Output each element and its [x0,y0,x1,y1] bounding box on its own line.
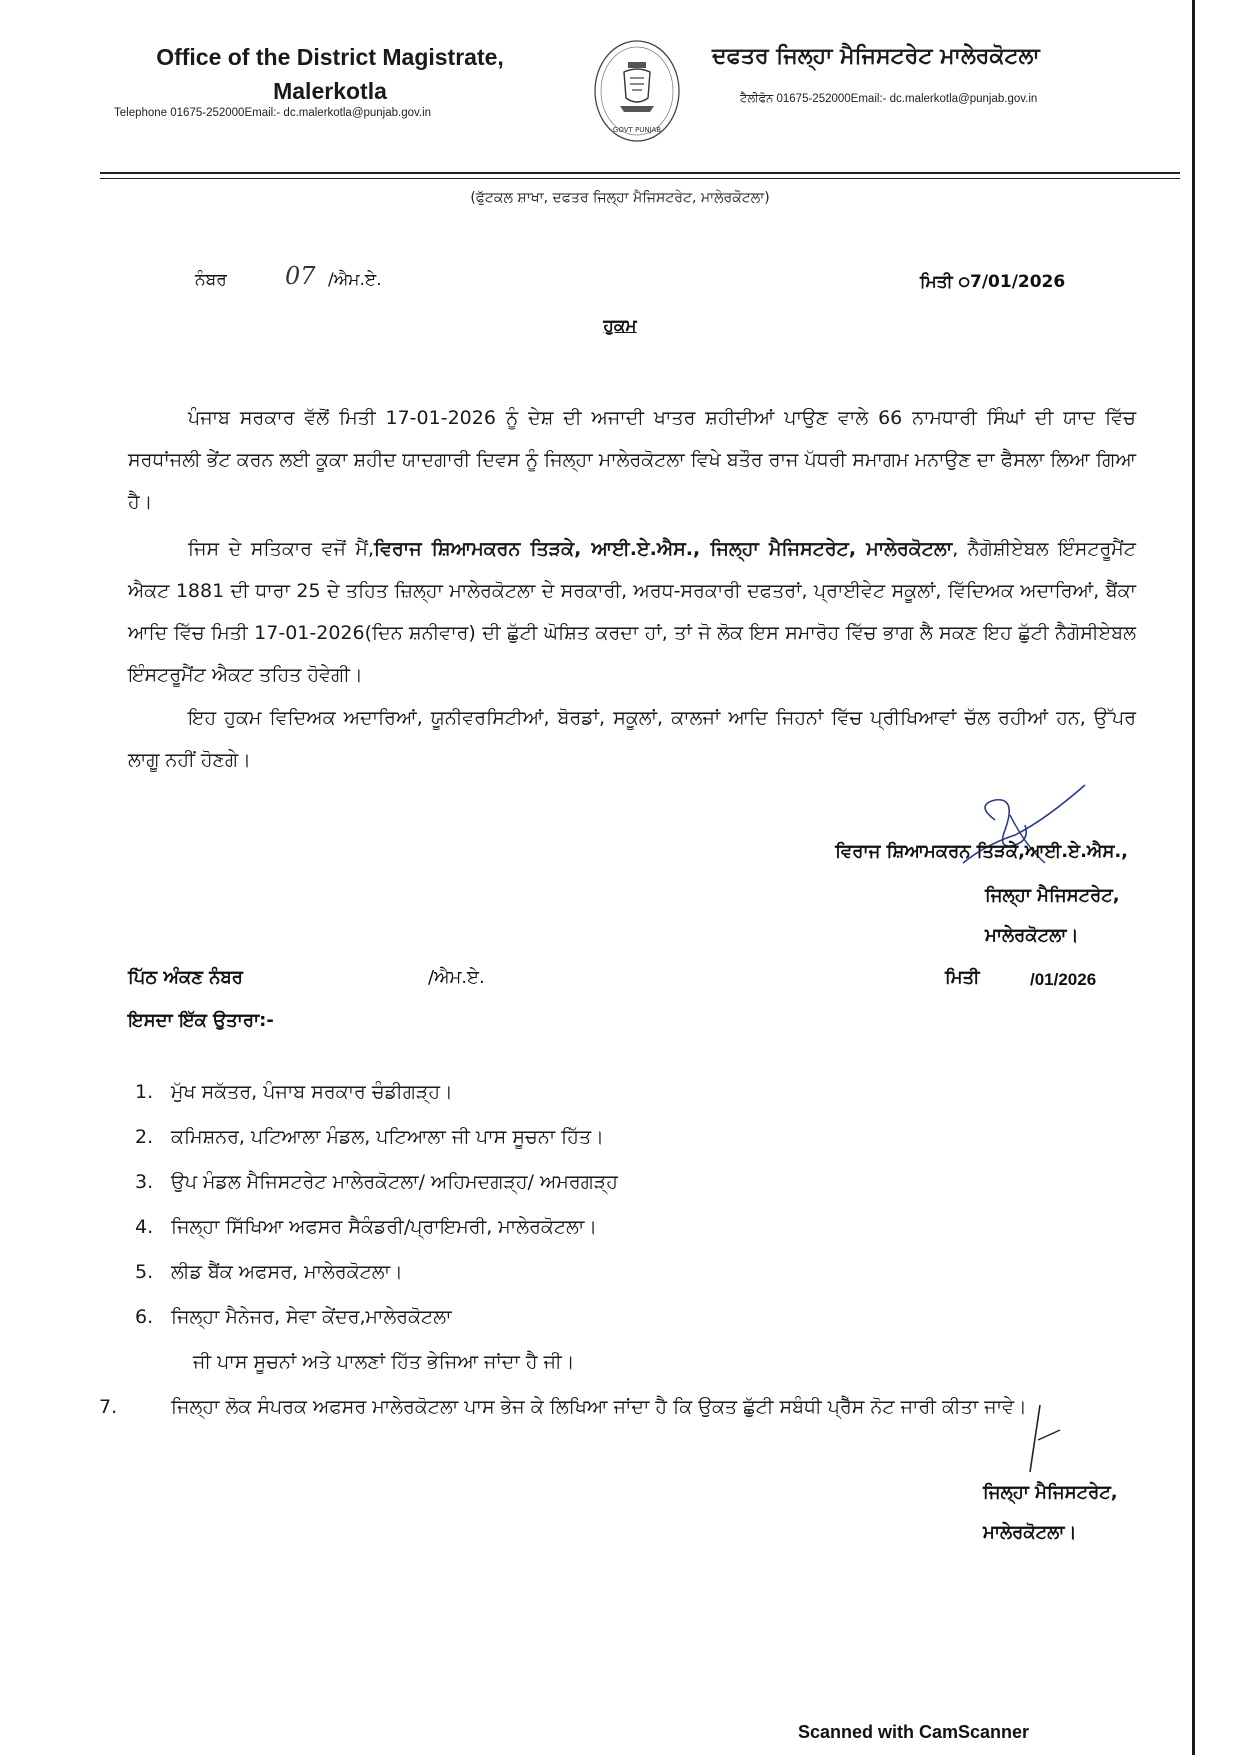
endorsement-suffix: /ਐਮ.ਏ. [428,967,485,988]
signatory-designation: ਜਿਲ੍ਹਾ ਮੈਜਿਸਟਰੇਟ, [985,885,1120,906]
scanner-watermark: Scanned with CamScanner [798,1722,1030,1742]
copy-list [99,1070,1145,1429]
scan-edge [1192,0,1195,1755]
copy-to-label: ਇਸਦਾ ਇੱਕ ਉਤਾਰਾ:- [128,1010,274,1031]
list-item: 7. ਜਿਲ੍ਹਾ ਲੋਕ ਸੰਪਰਕ ਅਫਸਰ ਮਾਲੇਰਕੋਟਲਾ ਪਾਸ ਭੇਜ ਕੇ ਲਿਖਿਆ ਜਾਂਦਾ ਹੈ ਕਿ ਉਕਤ ਛੁੱਟੀ ਸਬੰਧੀ ਪ੍ਰੈੱਸ ਨੋਟ ਜਾਰੀ ਕੀਤਾ ਜਾਵੇ। [99,1396,1027,1418]
ref-number: 07 [285,262,316,290]
signatory-inline: ਵਿਰਾਜ ਸ਼ਿਆਮਕਰਨ ਤਿੜਕੇ, ਆਈ.ਏ.ਐਸ., ਜਿਲ੍ਹਾ ਮੈਜਿਸਟਰੇਟ, ਮਾਲੇਰਕੋਟਲਾ [374,538,953,560]
office-title-en: Office of the District Magistrate, Malerkotla [156,44,504,104]
signatory-place: ਮਾਲੇਰਕੋਟਲਾ। [985,925,1079,946]
header-rule-thin [100,178,1180,179]
order-title: ਹੁਕਮ [603,316,637,336]
paragraph-3: ਇਹ ਹੁਕਮ ਵਿਦਿਅਕ ਅਦਾਰਿਆਂ, ਯੂਨੀਵਰਸਿਟੀਆਂ, ਬੋਰਡਾਂ, ਸਕੂਲਾਂ, ਕਾਲਜਾਂ ਆਦਿ ਜਿਹਨਾਂ ਵਿੱਚ ਪ੍ਰੀਖਿਆਵਾਂ ਚੱਲ ਰਹੀਆਂ ਹਨ, ਉੱਪਰ ਲਾਗੂ ਨਹੀਂ ਹੋਣਗੇ। [128,707,1136,771]
contact-en: Telephone 01675-252000Email:- dc.malerkotla@punjab.gov.in [114,107,432,119]
endorsement-label: ਪਿੱਠ ਅੰਕਣ ਨੰਬਰ [128,967,243,988]
list-item: 3. ਉਪ ਮੰਡਲ ਮੈਜਿਸਟਰੇਟ ਮਾਲੇਰਕੋਟਲਾ/ ਅਹਿਮਦਗੜ੍ਹ/ ਅਮਰਗੜ੍ਹ [135,1171,618,1193]
list-item: 1. ਮੁੱਖ ਸਕੱਤਰ, ਪੰਜਾਬ ਸਰਕਾਰ ਚੰਡੀਗੜ੍ਹ। [135,1081,453,1103]
initials-mark [1020,1400,1080,1480]
paragraph-1: ਪੰਜਾਬ ਸਰਕਾਰ ਵੱਲੋਂ ਮਿਤੀ 17-01-2026 ਨੂੰ ਦੇਸ਼ ਦੀ ਅਜਾਦੀ ਖਾਤਰ ਸ਼ਹੀਦੀਆਂ ਪਾਉਣ ਵਾਲੇ 66 ਨਾਮਧਾਰੀ ਸਿੰਘਾਂ ਦੀ ਯਾਦ ਵਿੱਚ ਸਰਧਾਂਜਲੀ ਭੇਂਟ ਕਰਨ ਲਈ ਕੂਕਾ ਸ਼ਹੀਦ ਯਾਦਗਾਰੀ ਦਿਵਸ ਨੂੰ ਜਿਲ੍ਹਾ ਮਾਲੇਰਕੋਟਲਾ ਵਿਖੇ ਬਤੌਰ ਰਾਜ ਪੱਧਰੀ ਸਮਾਗਮ ਮਨਾਉਣ ਦਾ ਫੈਸਲਾ ਲਿਆ ਗਿਆ ਹੈ। [128,407,1136,513]
ref-suffix: /ਐਮ.ਏ. [328,270,382,290]
list-item: 2. ਕਮਿਸ਼ਨਰ, ਪਟਿਆਲਾ ਮੰਡਲ, ਪਟਿਆਲਾ ਜੀ ਪਾਸ ਸੂਚਨਾ ਹਿੱਤ। [135,1126,604,1148]
list-item: 5. ਲੀਡ ਬੈਂਕ ਅਫਸਰ, ਮਾਲੇਰਕੋਟਲਾ। [135,1261,403,1283]
header-rule [100,172,1180,174]
signatory2-designation: ਜਿਲ੍ਹਾ ਮੈਜਿਸਟਰੇਟ, [983,1482,1118,1503]
contact-pa: ਟੈਲੀਫੋਨ 01675-252000Email:- dc.malerkotla@punjab.gov.in [740,93,1038,105]
punjab-emblem-icon [590,36,685,146]
endorsement-date-label: ਮਿਤੀ [945,967,980,988]
order-date: ਮਿਤੀ ੦7/01/2026 [920,272,1066,292]
signatory2-place: ਮਾਲੇਰਕੋਟਲਾ। [983,1522,1077,1543]
list-item: 4. ਜਿਲ੍ਹਾ ਸਿੱਖਿਆ ਅਫਸਰ ਸੈਕੰਡਰੀ/ਪ੍ਰਾਇਮਰੀ, ਮਾਲੇਰਕੋਟਲਾ। [135,1216,598,1238]
branch-line: (ਫੁੱਟਕਲ ਸ਼ਾਖਾ, ਦਫਤਰ ਜਿਲ੍ਹਾ ਮੈਜਿਸਟਰੇਟ, ਮਾਲੇਰਕੋਟਲਾ) [470,190,770,206]
list-item: 6. ਜਿਲ੍ਹਾ ਮੈਨੇਜਰ, ਸੇਵਾ ਕੇਂਦਰ,ਮਾਲੇਰਕੋਟਲਾ [135,1306,452,1328]
ref-label: ਨੰਬਰ [195,270,227,290]
signatory-name: ਵਿਰਾਜ ਸ਼ਿਆਮਕਰਨ ਤਿੜਕੇ,ਆਈ.ਏ.ਐਸ., [835,841,1128,862]
paragraph-2: ਜਿਸ ਦੇ ਸਤਿਕਾਰ ਵਜੋਂ ਮੈਂ,ਵਿਰਾਜ ਸ਼ਿਆਮਕਰਨ ਤਿੜਕੇ, ਆਈ.ਏ.ਐਸ., ਜਿਲ੍ਹਾ ਮੈਜਿਸਟਰੇਟ, ਮਾਲੇਰਕੋਟਲਾ, ਨੈਗੋਸ਼ੀਏਬਲ ਇੰਸਟਰੂਮੈਂਟ ਐਕਟ 1881 ਦੀ ਧਾਰਾ 25 ਦੇ ਤਹਿਤ ਜ਼ਿਲ੍ਹਾ ਮਾਲੇਰਕੋਟਲਾ ਦੇ ਸਰਕਾਰੀ, ਅਰਧ-ਸਰਕਾਰੀ ਦਫਤਰਾਂ, ਪ੍ਰਾਈਵੇਟ ਸਕੂਲਾਂ, ਵਿੱਦਿਅਕ ਅਦਾਰਿਆਂ, ਬੈਂਕਾ ਆਦਿ ਵਿੱਚ ਮਿਤੀ 17-01-2026(ਦਿਨ ਸ਼ਨੀਵਾਰ) ਦੀ ਛੁੱਟੀ ਘੋਸ਼ਿਤ ਕਰਦਾ ਹਾਂ, ਤਾਂ ਜੋ ਲੋਕ ਇਸ ਸਮਾਰੋਹ ਵਿੱਚ ਭਾਗ ਲੈ ਸਕਣ ਇਹ ਛੁੱਟੀ ਨੈਗੋਸੀਏਬਲ ਇੰਸਟਰੂਮੈਂਟ ਐਕਟ ਤਹਿਤ ਹੋਵੇਗੀ। [128,538,1136,686]
list-item-continuation: ਜੀ ਪਾਸ ਸੂਚਨਾਂ ਅਤੇ ਪਾਲਣਾਂ ਹਿੱਤ ਭੇਜਿਆ ਜਾਂਦਾ ਹੈ ਜੀ। [193,1351,575,1373]
endorsement-date: /01/2026 [1030,970,1097,989]
seal-text: GOVT PUNJAB [612,126,662,134]
office-title-pa: ਦਫਤਰ ਜਿਲ੍ਹਾ ਮੈਜਿਸਟਰੇਟ ਮਾਲੇਰਕੋਟਲਾ [712,44,1040,69]
